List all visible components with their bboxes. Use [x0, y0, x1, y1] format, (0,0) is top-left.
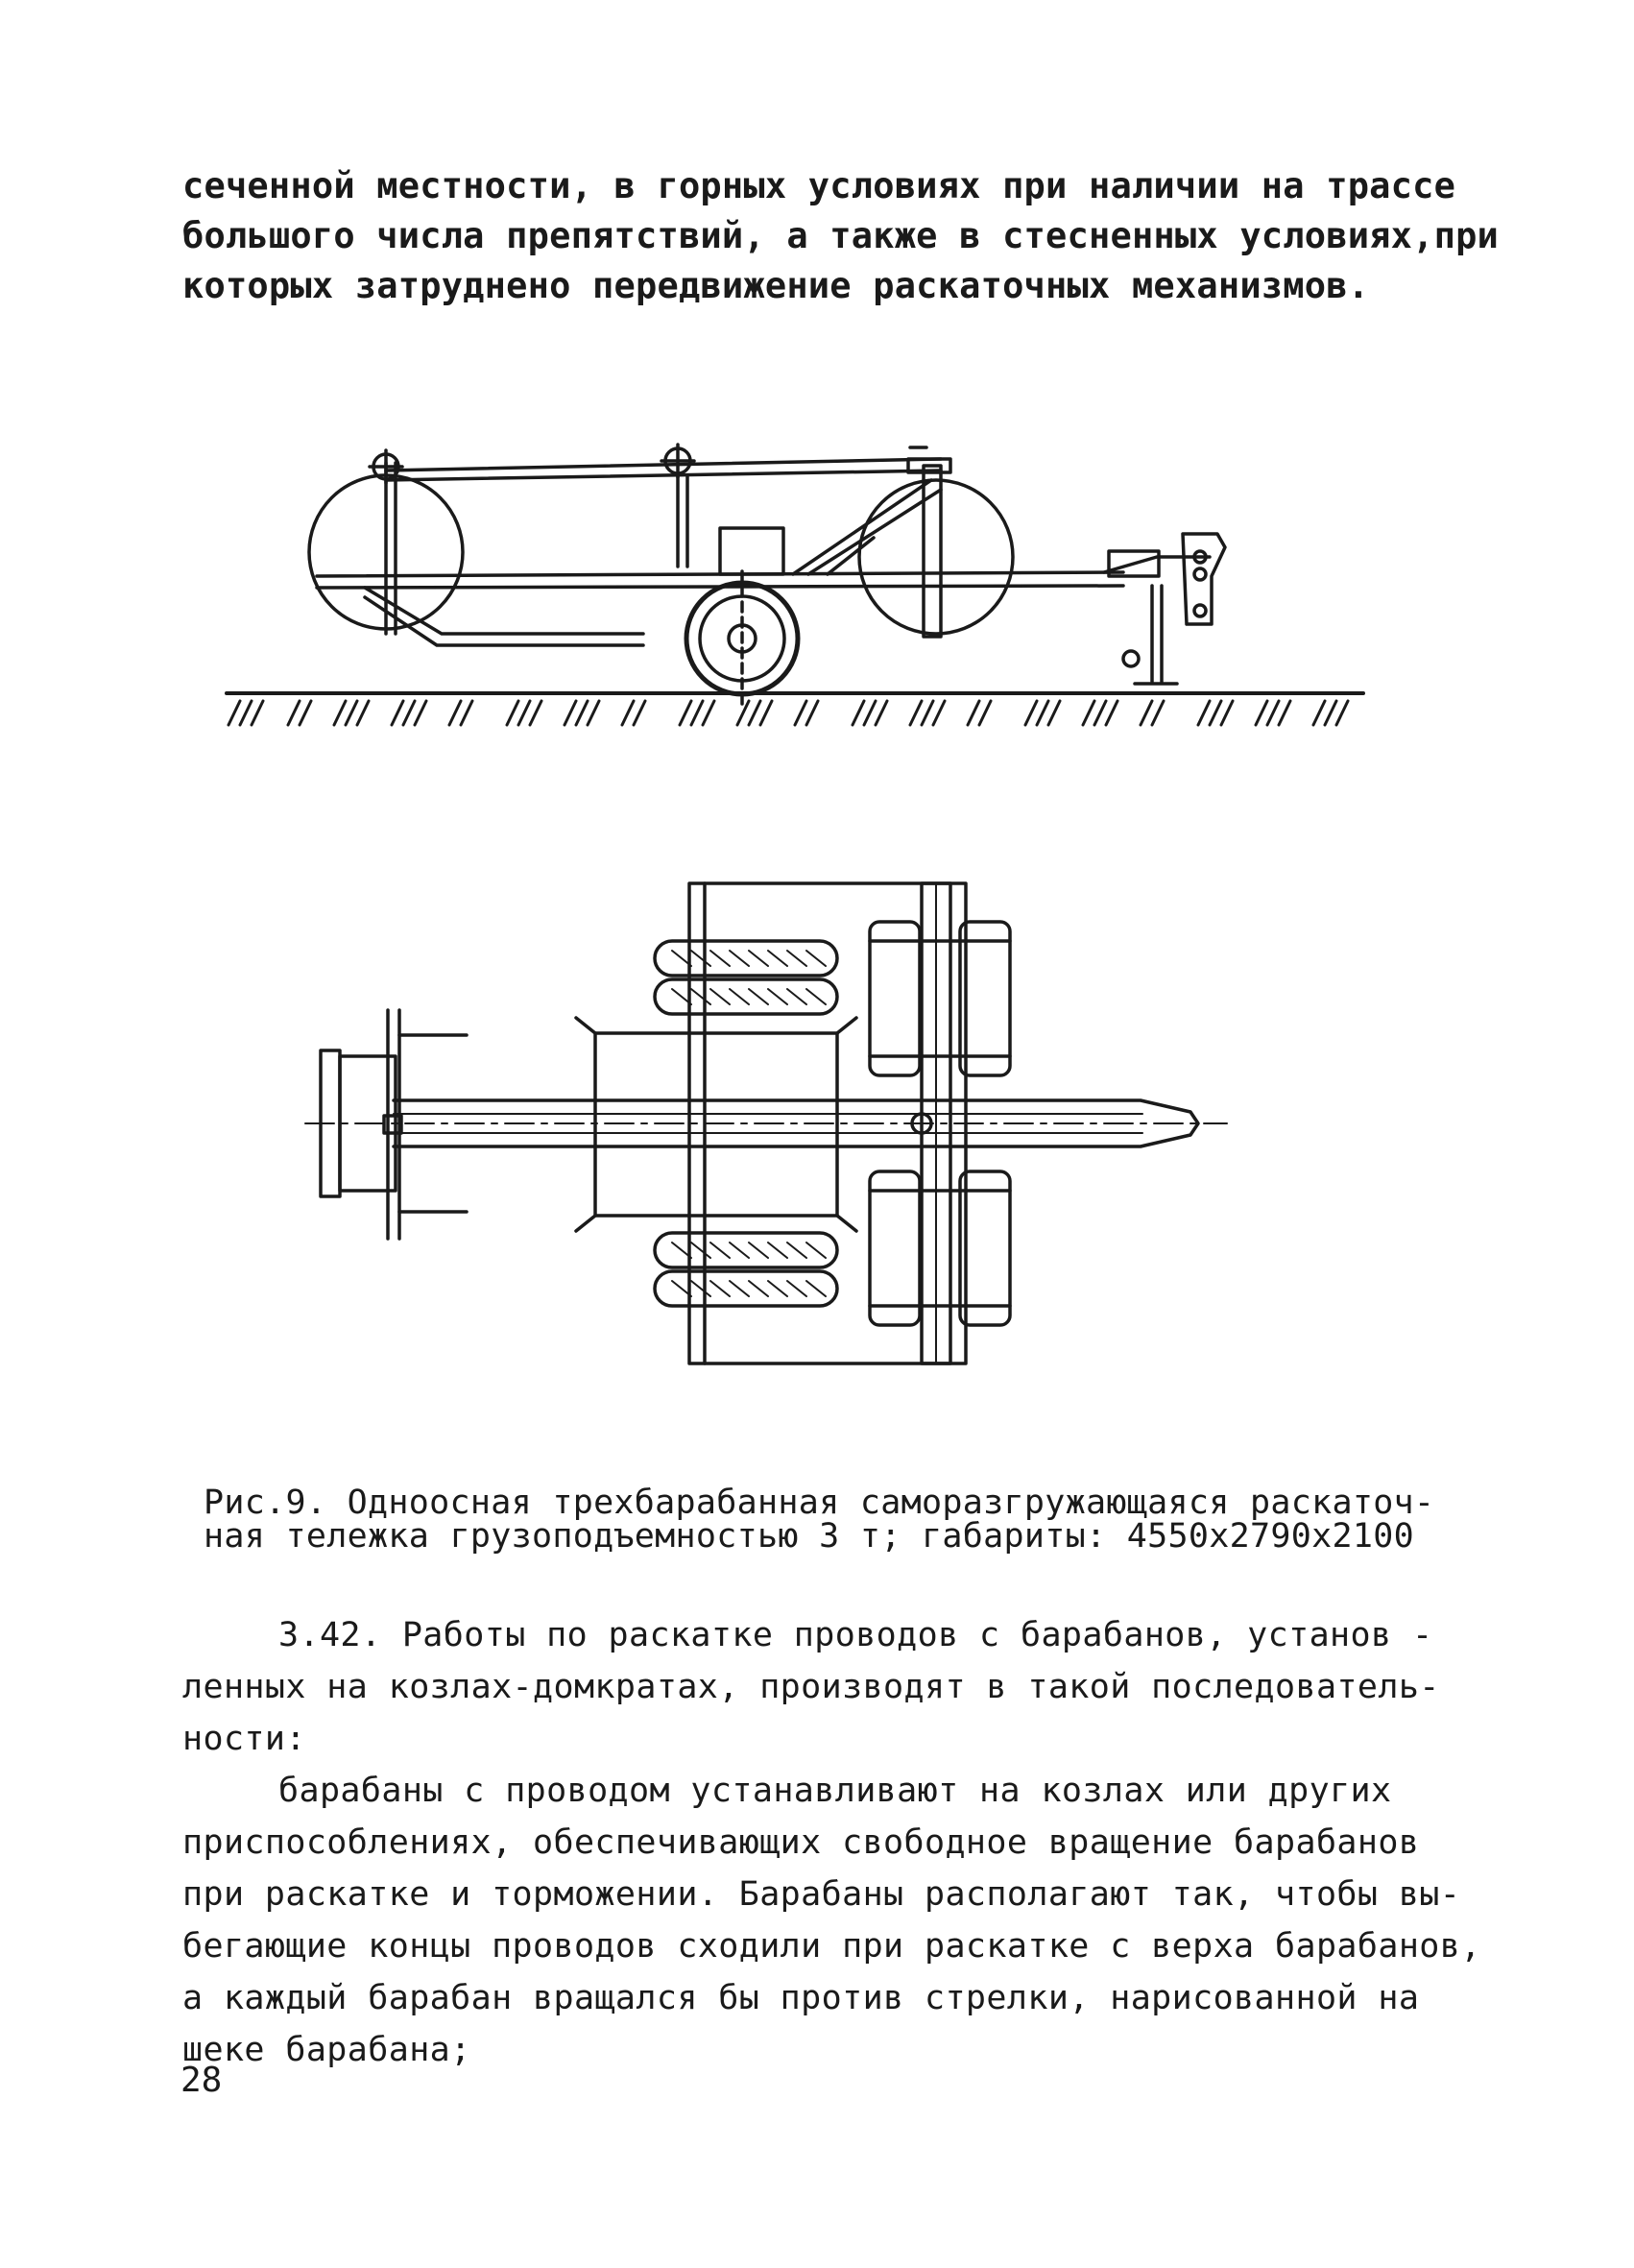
top-view [305, 883, 1227, 1363]
section-line: 3.42. Работы по раскатке проводов с барабанов, установ - [278, 1616, 1433, 1654]
caption-line: ная тележка грузоподъемностью 3 т; габариты: 4550x2790x2100 [204, 1517, 1414, 1556]
section-line: ленных на козлах-домкратах, производят в такой последователь- [182, 1668, 1440, 1706]
intro-line: которых затруднено передвижение раскаточных механизмов. [182, 265, 1370, 306]
section-line: ности: [182, 1720, 306, 1758]
page-number: 28 [180, 2061, 223, 2100]
paragraph-line: барабаны с проводом устанавливают на козлах или других [278, 1772, 1392, 1810]
intro-line: сеченной местности, в горных условиях при наличии на трассе [182, 165, 1456, 206]
paragraph-line: приспособлениях, обеспечивающих свободное вращение барабанов [182, 1823, 1420, 1862]
figure-caption [204, 1486, 1452, 1554]
right-drum [859, 480, 1013, 634]
paragraph-line: шеке барабана; [182, 2031, 471, 2069]
paragraph-line: бегающие концы проводов сходили при раскатке с верха барабанов, [182, 1927, 1481, 1966]
side-view [227, 445, 1363, 725]
caption-line: Рис.9. Одноосная трехбарабанная саморазгружающаяся раскаточ- [204, 1484, 1435, 1522]
section-3-42 [182, 1609, 1459, 1765]
paragraph-line: при раскатке и торможении. Барабаны располагают так, чтобы вы- [182, 1875, 1461, 1914]
cable-reels-top [655, 941, 837, 1014]
intro-line: большого числа препятствий, а также в стесненных условиях,при [182, 215, 1500, 256]
cable-reels-bottom [655, 1233, 837, 1306]
paragraph-drums [182, 1765, 1481, 2076]
paragraph-line: а каждый барабан вращался бы против стрелки, нарисованной на [182, 1979, 1420, 2017]
ground-hatching [228, 701, 1348, 725]
